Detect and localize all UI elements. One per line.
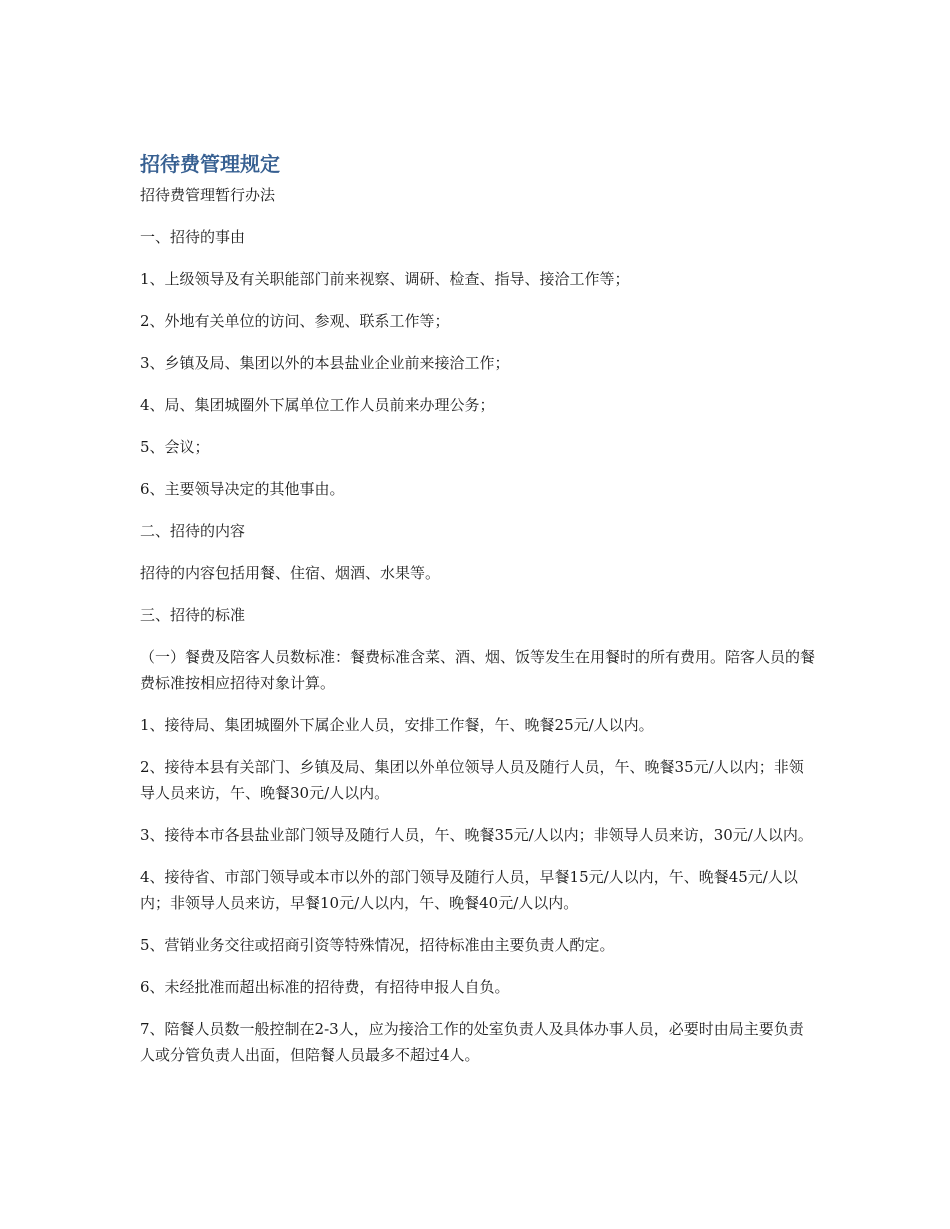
standard-item-1: 1、接待局、集团城圈外下属企业人员，安排工作餐，午、晚餐25元/人以内。 xyxy=(140,716,654,734)
standards-intro: （一）餐费及陪客人员数标准：餐费标准含菜、酒、烟、饭等发生在用餐时的所有费用。陪客人员的餐费标准按相应招待对象计算。 xyxy=(140,648,816,692)
standard-item-5: 5、营销业务交往或招商引资等特殊情况，招待标准由主要负责人酌定。 xyxy=(140,936,615,954)
standard-item-6: 6、未经批准而超出标准的招待费，有招待申报人自负。 xyxy=(140,978,510,996)
standard-item-7: 7、陪餐人员数一般控制在2-3人，应为接洽工作的处室负责人及具体办事人员，必要时由局主要负责人或分管负责人出面，但陪餐人员最多不超过4人。 xyxy=(140,1020,804,1064)
content-paragraph: 招待的内容包括用餐、住宿、烟酒、水果等。 xyxy=(140,564,441,582)
document-subtitle: 招待费管理暂行办法 xyxy=(140,186,276,204)
section-heading-content: 二、招待的内容 xyxy=(140,522,246,540)
reason-item-1: 1、上级领导及有关职能部门前来视察、调研、检查、指导、接洽工作等； xyxy=(140,270,630,288)
reason-item-5: 5、会议； xyxy=(140,438,210,456)
standard-item-4: 4、接待省、市部门领导或本市以外的部门领导及随行人员，早餐15元/人以内，午、晚餐45元/人以内；非领导人员来访，早餐10元/人以内，午、晚餐40元/人以内。 xyxy=(140,868,798,912)
reason-item-4: 4、局、集团城圈外下属单位工作人员前来办理公务； xyxy=(140,396,495,414)
reason-item-6: 6、主要领导决定的其他事由。 xyxy=(140,480,345,498)
standard-item-3: 3、接待本市各县盐业部门领导及随行人员，午、晚餐35元/人以内；非领导人员来访，30元/人以内。 xyxy=(140,826,813,844)
document-title: 招待费管理规定 xyxy=(140,152,280,176)
section-heading-standards: 三、招待的标准 xyxy=(140,606,246,624)
reason-item-3: 3、乡镇及局、集团以外的本县盐业企业前来接洽工作； xyxy=(140,354,510,372)
document-page xyxy=(140,148,816,1068)
section-heading-reasons: 一、招待的事由 xyxy=(140,228,246,246)
standard-item-2: 2、接待本县有关部门、乡镇及局、集团以外单位领导人员及随行人员，午、晚餐35元/人以内；非领导人员来访，午、晚餐30元/人以内。 xyxy=(140,758,804,802)
reason-item-2: 2、外地有关单位的访问、参观、联系工作等； xyxy=(140,312,450,330)
